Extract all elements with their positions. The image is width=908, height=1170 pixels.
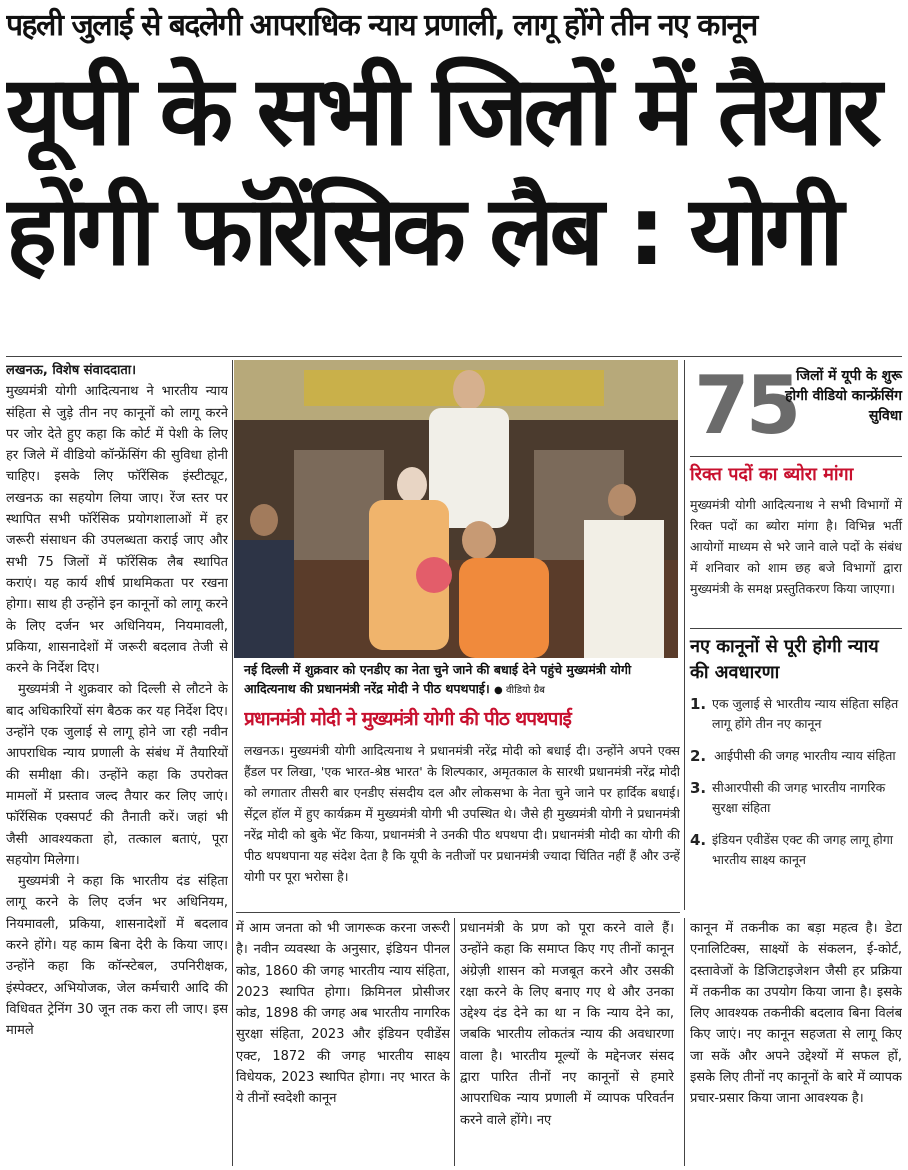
- headline-divider: [6, 356, 902, 357]
- article-column-1: [6, 360, 228, 1170]
- list-item: 1. एक जुलाई से भारतीय न्याय संहिता सहित लागू होंगे तीन नए कानून: [690, 695, 899, 731]
- kicker-headline: पहली जुलाई से बदलेगी आपराधिक न्याय प्रणाली, लागू होंगे तीन नए कानून: [6, 8, 757, 43]
- laws-list: [690, 694, 902, 870]
- article-column-2: में आम जनता को भी जागरूक करना जरूरी है। नवीन व्यवस्था के अनुसार, इंडियन पीनल कोड, 1860 की जगह भारतीय न्याय संहिता, 2023 स्थापित होगा। क्रिमिनल प्रोसीजर कोड, 1898 की जगह अब भारतीय नागरिक सुरक्षा संहिता, 2023 और इंडियन एवीडेंस एक्ट, 1872 की जगह भारतीय साक्ष्य विधेयक, 2023 स्थापित होगा। नए भारत के ये तीनों स्वदेशी कानून: [236, 921, 450, 1107]
- sidebar-rule: [690, 628, 902, 629]
- main-headline-line1: यूपी के सभी जिलों में तैयार: [6, 55, 878, 167]
- list-item: 3. सीआरपीसी की जगह भारतीय नागरिक सुरक्षा संहिता: [690, 779, 886, 815]
- sidebar-divider: [684, 360, 685, 910]
- article-column-4: कानून में तकनीक का बड़ा महत्व है। डेटा एनालिटिक्स, साक्ष्यों के संकलन, ई-कोर्ट, दस्तावेजों के डिजिटाइजेशन जैसी हर प्रक्रिया में तकनीक का उपयोग किया जाना है। इसके लिए आवश्यक तकनीकी बदलाव बिना विलंब किए जाएं। नए कानून सहजता से लागू किए जा सकें और अपने उद्देश्यों में सफल हों, इसके लिए तीनों नए कानूनों के बारे में व्यापक प्रचार-प्रसार किया जाना आवश्यक है।: [690, 921, 902, 1107]
- story-divider: [236, 912, 680, 913]
- vacancy-heading: रिक्त पदों का ब्योरा मांगा: [690, 464, 854, 485]
- story2-body: लखनऊ। मुख्यमंत्री योगी आदित्यनाथ ने प्रधानमंत्री नरेंद्र मोदी को बधाई दी। उन्होंने अपने एक्स हैंडल पर लिखा, 'एक भारत-श्रेष्ठ भारत' के शिल्पकार, अमृतकाल के सारथी प्रधानमंत्री नरेंद्र मोदी को लगातार तीसरी बार एनडीए संसदीय दल और लोकसभा के नेता चुने जाने पर हार्दिक बधाई। सेंट्रल हॉल में हुए कार्यक्रम में मुख्यमंत्री योगी भी उपस्थित थे। जैसे ही मुख्यमंत्री योगी ने प्रधानमंत्री नरेंद्र मोदी को बुके भेंट किया, प्रधानमंत्री ने उनकी पीठ थपथपा दी। प्रधानमंत्री मोदी का योगी की पीठ थपथपाना यह संदेश देता है कि यूपी के नतीजों पर प्रधानमंत्री ज्यादा चिंतित नहीं हैं और उन्हें योगी पर पूरा भरोसा है।: [244, 743, 680, 884]
- news-photo: [234, 360, 678, 658]
- story2-headline: प्रधानमंत्री मोदी ने मुख्यमंत्री योगी की पीठ थपथपाई: [244, 708, 572, 730]
- paragraph: मुख्यमंत्री ने कहा कि भारतीय दंड संहिता लागू करने के लिए दर्जन भर अधिनियम, नियमावली, प्रकिया, शासनादेशों में बदलाव करने होंगे। यह काम बिना देरी के किया जाए। उन्होंने कहा कि कॉन्स्टेबल, उपनिरीक्षक, इंस्पेक्टर, अभियोजक, जेल कर्मचारी आदि की विधिवत ट्रेनिंग 30 जून तक करा ली जाए। इस मामले: [6, 874, 228, 1039]
- paragraph: मुख्यमंत्री योगी आदित्यनाथ ने भारतीय न्याय संहिता से जुड़े तीन नए कानूनों को लागू करने पर जोर देते हुए कहा कि कोर्ट में पेशी के लिए हर जिले में वीडियो कॉन्फ्रेंसिंग की सुविधा होनी चाहिए। इसके लिए फॉरेंसिक इंस्टीट्यूट, लखनऊ का सहयोग लिया जाए। रेंज स्तर पर स्थापित सभी फॉरेंसिक प्रयोगशालाओं में हर जरूरी संसाधन की उपलब्धता कराई जाए और सभी 75 जिलों में फॉरेंसिक लैब स्थापित कराएं। यह कार्य शीर्ष प्राथमिकता पर रखना होगा। साथ ही उन्होंने इन कानूनों को लागू करने के लिए दर्जन भर अधिनियम, नियमावली, प्रकिया, शासनादेशों में जरूरी बदलाव तेजी से करने के निर्देश दिए।: [6, 384, 228, 677]
- dateline: लखनऊ, विशेष संवाददाता।: [6, 363, 137, 378]
- big-number-text: जिलों में यूपी के शुरू होगी वीडियो कान्फ्रेंसिंग सुविधा: [785, 368, 902, 424]
- column-divider: [232, 360, 233, 1166]
- article-column-3: प्रधानमंत्री के प्रण को पूरा करने वाले हैं। उन्होंने कहा कि समाप्त किए गए तीनों कानून अंग्रेज़ी शासन को मजबूत करने और उसकी रक्षा करने के लिए बनाए गए थे और उनका उद्देश्य दंड देने का था न कि न्याय देने का, जबकि भारतीय लोकतंत्र न्याय की अवधारणा वाला है। भारतीय मूल्यों के मद्देनजर संसद द्वारा पारित तीनों नए कानूनों से हमारे आपराधिक न्याय प्रणाली में व्यापक परिवर्तन करने वाले होंगे। नए: [460, 921, 674, 1128]
- photo-credit: ● वीडियो ग्रैब: [494, 685, 545, 696]
- column-divider: [684, 918, 685, 1166]
- list-item: 4. इंडियन एवीडेंस एक्ट की जगह लागू होगा भारतीय साक्ष्य कानून: [690, 831, 894, 867]
- laws-heading: नए कानूनों से पूरी होगी न्याय की अवधारणा: [690, 636, 879, 683]
- photo-illustration: [234, 360, 678, 658]
- big-number: 75: [694, 359, 798, 452]
- list-item: 2. आईपीसी की जगह भारतीय न्याय संहिता: [690, 747, 896, 765]
- photo-caption: नई दिल्ली में शुक्रवार को एनडीए का नेता चुने जाने की बधाई देने पहुंचे मुख्यमंत्री योगी आदित्यनाथ की प्रधानमंत्री नरेंद्र मोदी ने पीठ थपथपाई। ● वीडियो ग्रैब: [244, 662, 632, 696]
- vacancy-text: मुख्यमंत्री योगी आदित्यनाथ ने सभी विभागों में रिक्त पदों का ब्योरा मांगा है। विभिन्न भर्ती आयोगों माध्यम से भरे जाने वाले पदों के संबंध में शनिवार को शाम छह बजे विभागों द्वारा मुख्यमंत्री के समक्ष प्रस्तुतिकरण किया जाएगा।: [690, 497, 902, 596]
- paragraph: मुख्यमंत्री ने शुक्रवार को दिल्ली से लौटने के बाद अधिकारियों संग बैठक कर यह निर्देश दिए। उन्होंने एक जुलाई से लागू होने जा रही नवीन आपराधिक न्याय प्रणाली के संबंध में तैयारियों की समीक्षा की। उन्होंने कहा कि उपरोक्त मामलों में प्रस्ताव जल्द तैयार कर लिए जाएं। फॉरेंसिक एक्सपर्ट की तैनाती करें। जहां भी जैसी आवश्यकता हो, तत्काल बताएं, पूरा सहयोग मिलेगा।: [6, 682, 228, 868]
- main-headline-line2: होंगी फॉरेंसिक लैब : योगी: [6, 175, 839, 287]
- sidebar-rule: [690, 456, 902, 457]
- column-divider: [454, 918, 455, 1166]
